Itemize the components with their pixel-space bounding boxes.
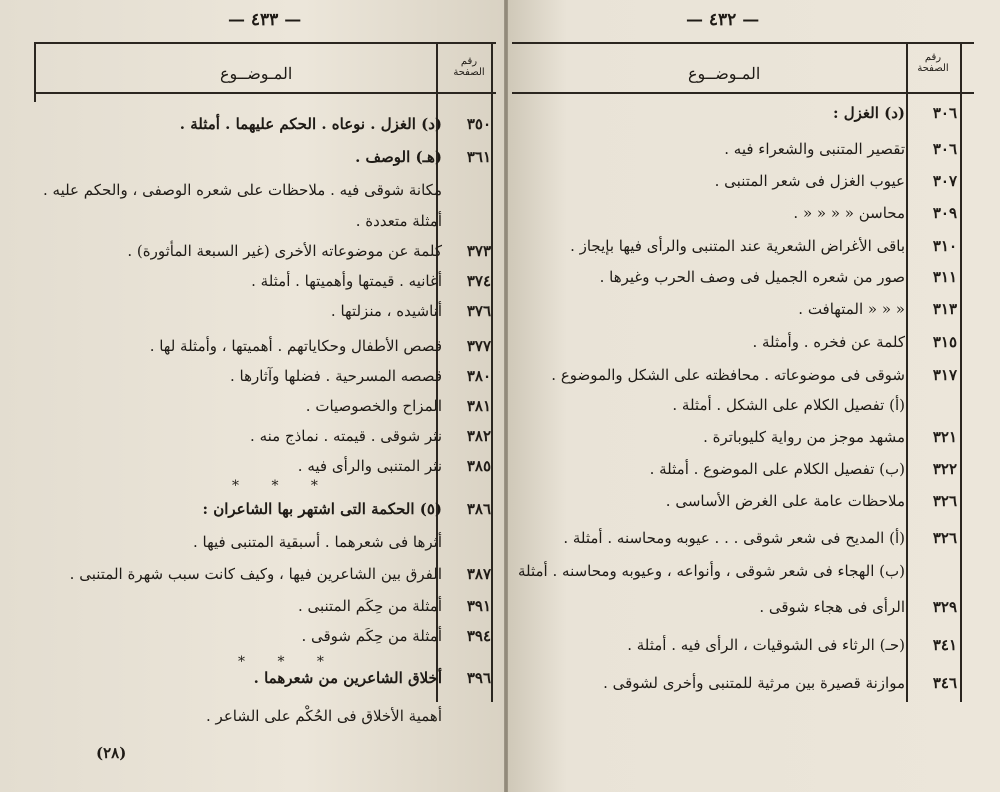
header-underline [34,92,496,94]
toc-page-number: ٣٢٢ [932,460,957,478]
toc-topic: صور من شعره الجميل فى وصف الحرب وغيرها . [599,268,905,286]
toc-entry [508,460,1000,490]
toc-page-number: ٣٢٦ [932,492,957,510]
toc-page-number: ٣٨٥ [466,457,491,475]
toc-page-number: ٣٢١ [932,428,957,446]
toc-page-number: ٣٧٣ [466,242,491,260]
toc-entry [508,104,1000,134]
toc-page-number: ٣١٣ [932,300,957,318]
toc-entry [508,636,1000,666]
toc-topic: (٥) الحكمة التى اشتهر بها الشاعران : [202,500,442,518]
toc-page-number: ٣١١ [932,268,957,286]
toc-page-number: ٣٨١ [466,397,491,415]
toc-page-number: ٣٠٦ [932,140,957,158]
page-column-header: رقم الصفحة [453,56,485,78]
toc-topic: موازنة قصيرة بين مرثية للمتنبى وأخرى لشوقى . [603,674,905,692]
signature-mark: (٢٨) [96,744,127,762]
toc-topic: أمثلة من حِكَم شوقى . [301,627,442,645]
toc-topic: أهمية الأخلاق فى الحُكْم على الشاعر . [206,707,442,725]
toc-topic: تقصير المتنبى والشعراء فيه . [724,140,905,158]
toc-entry [0,337,504,367]
toc-topic: أمثلة متعددة . [355,212,442,230]
toc-topic: (أ) المديح فى شعر شوقى . . . عيوبه ومحاسنه . أمثلة . [563,529,905,547]
toc-topic: باقى الأغراض الشعرية عند المتنبى والرأى فيها بإيجاز . [570,237,905,255]
toc-entry [0,565,504,595]
toc-entry [0,302,504,332]
toc-topic: (ب) تفصيل الكلام على الموضوع . أمثلة . [649,460,905,478]
toc-entry [0,242,504,272]
top-rule [512,42,974,44]
page-number: — ٤٣٢ — [686,10,760,30]
toc-topic: (حـ) الرثاء فى الشوقيات ، الرأى فيه . أمثلة . [627,636,905,654]
toc-entry [0,397,504,427]
toc-page-number: ٣١٠ [932,237,957,255]
toc-entry [0,272,504,302]
toc-topic: المزاح والخصوصيات . [305,397,442,415]
top-rule [34,42,496,44]
toc-topic: (د) الغزل : [832,104,905,122]
toc-topic: (د) الغزل . نوعاه . الحكم عليهما . أمثلة . [179,115,442,133]
toc-page-number: ٣٢٦ [932,529,957,547]
toc-entry [0,367,504,397]
toc-entry [0,597,504,627]
section-separator-stars: * * * [232,478,332,494]
page-column-header: رقم الصفحة [917,52,949,74]
page-number: — ٤٣٣ — [228,10,302,30]
toc-entry [508,172,1000,202]
toc-page-number: ٣٧٤ [466,272,491,290]
toc-entry [0,427,504,457]
header-underline [512,92,974,94]
toc-topic: كلمة عن فخره . وأمثلة . [752,333,905,351]
toc-page-number: ٣٩٤ [466,627,491,645]
toc-topic: الفرق بين الشاعرين فيها ، وكيف كانت سبب شهرة المتنبى . [69,565,442,583]
toc-entry [508,598,1000,628]
toc-page-number: ٣٨٧ [466,565,491,583]
toc-entry [508,333,1000,363]
toc-page-number: ٣٢٩ [932,598,957,616]
toc-topic: قصصه المسرحية . فضلها وآثارها . [229,367,442,385]
toc-topic: الرأى فى هجاء شوقى . [759,598,905,616]
toc-topic: شوقى فى موضوعاته . محافظته على الشكل والموضوع . [551,366,905,384]
toc-entry [508,562,1000,592]
toc-page-number: ٣٩١ [466,597,491,615]
toc-entry [508,140,1000,170]
toc-entry [0,181,504,211]
toc-topic: ملاحظات عامة على الغرض الأساسى . [665,492,905,510]
toc-page-number: ٣٨٠ [466,367,491,385]
toc-entry [508,268,1000,298]
toc-page-number: ٣٠٧ [932,172,957,190]
toc-entry [0,212,504,242]
toc-page-number: ٣٠٦ [932,104,957,122]
toc-topic: (ب) الهجاء فى شعر شوقى ، وأنواعه ، وعيوبه ومحاسنه . أمثلة [517,562,905,580]
toc-topic: عيوب الغزل فى شعر المتنبى . [714,172,905,190]
toc-topic: (هـ) الوصف . [355,148,442,166]
toc-entry [0,707,504,737]
toc-entry [508,428,1000,458]
toc-entry [508,237,1000,267]
toc-page-number: ٣٨٢ [466,427,491,445]
toc-page-number: ٣٧٦ [466,302,491,320]
toc-entry [0,627,504,657]
toc-topic: « « « المتهافت . [798,300,905,318]
toc-topic: مكانة شوقى فيه . ملاحظات على شعره الوصفى ، والحكم عليه . [42,181,442,199]
toc-entry [0,500,504,530]
toc-page-number: ٣١٧ [932,366,957,384]
toc-page-number: ٣١٥ [932,333,957,351]
toc-topic: (أ) تفصيل الكلام على الشكل . أمثلة . [672,396,905,414]
topic-column-header: المـوضــوع [688,64,761,83]
toc-page-number: ٣٩٦ [466,669,491,687]
toc-entry [0,148,504,178]
toc-entry [508,366,1000,396]
toc-entry [508,300,1000,330]
toc-topic: مشهد موجز من رواية كليوباترة . [703,428,905,446]
toc-entry [508,396,1000,426]
toc-topic: أثرها فى شعرهما . أسبقية المتنبى فيها . [192,533,442,551]
toc-entry [508,674,1000,704]
right-page [508,0,1000,792]
toc-topic: أناشيده ، منزلتها . [330,302,442,320]
toc-topic: أغانيه . قيمتها وأهميتها . أمثلة . [251,272,442,290]
toc-entry [508,529,1000,559]
toc-topic: أخلاق الشاعرين من شعرهما . [253,669,442,687]
toc-entry [508,492,1000,522]
toc-page-number: ٣٤١ [932,636,957,654]
toc-entry [508,204,1000,234]
frame-edge [34,42,36,102]
toc-entry [0,115,504,145]
toc-topic: نثر المتنبى والرأى فيه . [297,457,442,475]
toc-topic: محاسن « « « « . [793,204,905,222]
toc-page-number: ٣٧٧ [466,337,491,355]
toc-entry [0,669,504,699]
toc-page-number: ٣٦١ [466,148,491,166]
toc-page-number: ٣٤٦ [932,674,957,692]
toc-topic: نثر شوقى . قيمته . نماذج منه . [250,427,442,445]
toc-entry [0,533,504,563]
toc-page-number: ٣٠٩ [932,204,957,222]
section-separator-stars: * * * [238,654,338,670]
toc-page-number: ٣٥٠ [466,115,491,133]
toc-topic: كلمة عن موضوعاته الأخرى (غير السبعة المأثورة) . [127,242,442,260]
toc-page-number: ٣٨٦ [466,500,491,518]
toc-topic: قصص الأطفال وحكاياتهم . أهميتها ، وأمثلة لها . [149,337,442,355]
topic-column-header: المـوضــوع [220,64,293,83]
toc-topic: أمثلة من حِكَم المتنبى . [297,597,442,615]
